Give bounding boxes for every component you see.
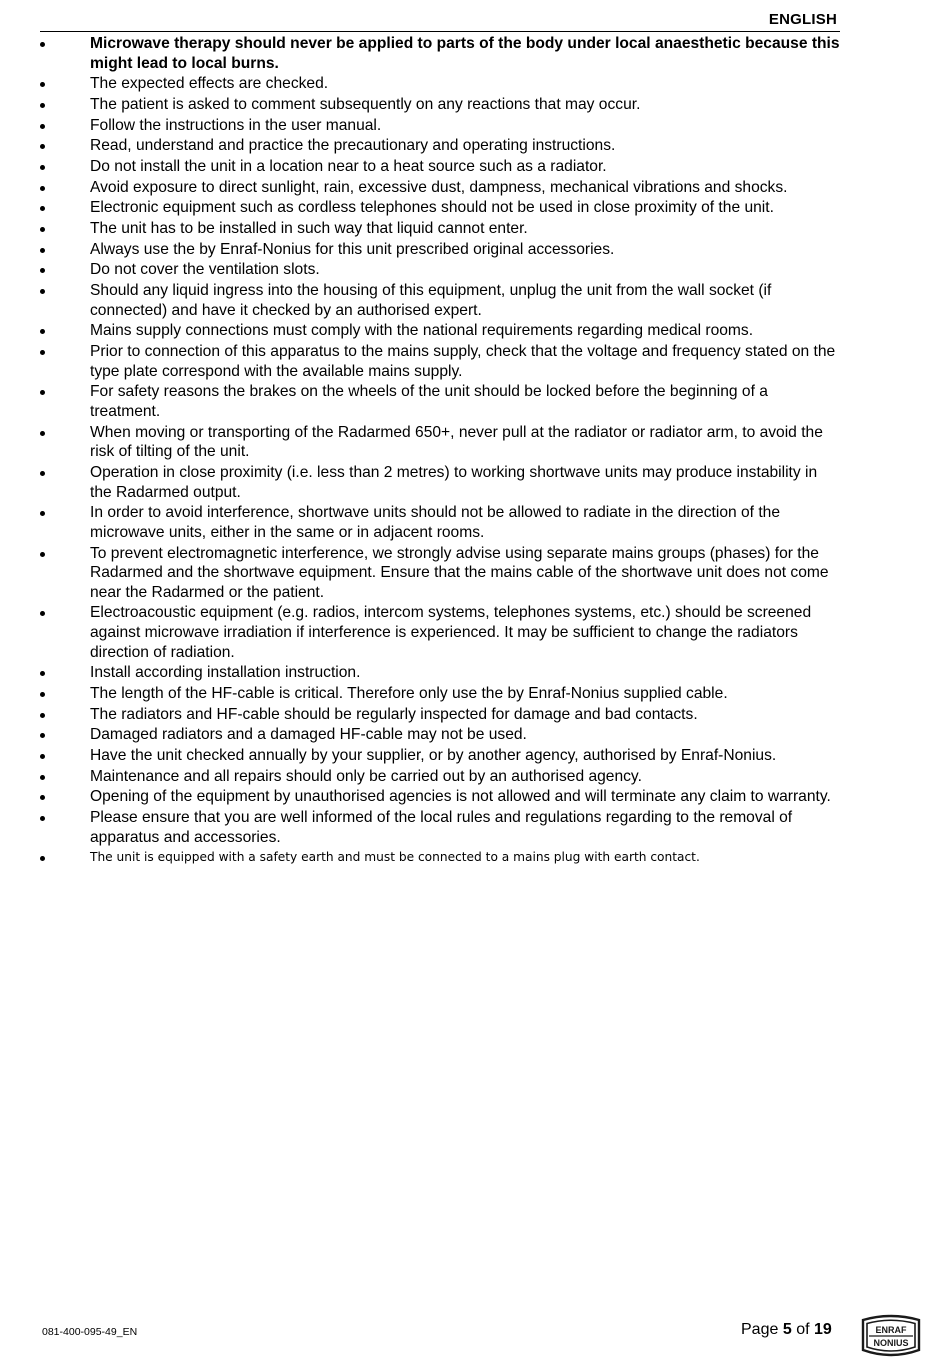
bullet-item bbox=[40, 423, 840, 462]
bullet-dot-icon bbox=[40, 390, 45, 395]
page-word: Page bbox=[741, 1321, 779, 1338]
page-of: of bbox=[796, 1321, 810, 1338]
bullet-dot-icon bbox=[40, 611, 45, 616]
bullet-dot-icon bbox=[40, 511, 45, 516]
bullet-dot-icon bbox=[40, 552, 45, 557]
page-indicator bbox=[741, 1321, 832, 1339]
bullet-item bbox=[40, 321, 840, 341]
bullet-text: Operation in close proximity (i.e. less than 2 metres) to working shortwave units may produce instability in the Radarmed output. bbox=[90, 463, 818, 501]
bullet-text: For safety reasons the brakes on the wheels of the unit should be locked before the beginning of a treatment. bbox=[90, 383, 768, 420]
bullet-item bbox=[40, 684, 840, 704]
bullet-dot-icon bbox=[40, 248, 45, 253]
bullet-text: Have the unit checked annually by your supplier, or by another agency, authorised by Enraf-Nonius. bbox=[90, 747, 777, 765]
bullet-item bbox=[40, 382, 840, 421]
bullet-item bbox=[40, 767, 840, 787]
bullet-dot-icon bbox=[40, 329, 45, 334]
bullet-text: Prior to connection of this apparatus to the mains supply, check that the voltage and frequency stated on the type plate correspond with the available mains supply. bbox=[90, 343, 836, 380]
bullet-text: The radiators and HF-cable should be regularly inspected for damage and bad contacts. bbox=[90, 705, 698, 723]
bullet-text: Damaged radiators and a damaged HF-cable may not be used. bbox=[90, 726, 527, 744]
bullet-dot-icon bbox=[40, 431, 45, 436]
bullet-text: Always use the by Enraf-Nonius for this unit prescribed original accessories. bbox=[90, 240, 615, 258]
bullet-item bbox=[40, 240, 840, 260]
bullet-text: Mains supply connections must comply with the national requirements regarding medical rooms. bbox=[90, 322, 754, 340]
bullet-text: Please ensure that you are well informed of the local rules and regulations regarding to the removal of apparatus and accessories. bbox=[90, 809, 793, 846]
bullet-dot-icon bbox=[40, 103, 45, 108]
bullet-text: Maintenance and all repairs should only be carried out by an authorised agency. bbox=[90, 767, 642, 785]
bullet-dot-icon bbox=[40, 186, 45, 191]
logo-text-top: ENRAF bbox=[875, 1325, 907, 1335]
bullet-dot-icon bbox=[40, 816, 45, 821]
bullet-item bbox=[40, 281, 840, 320]
bullet-dot-icon bbox=[40, 754, 45, 759]
bullet-item bbox=[40, 116, 840, 136]
bullet-dot-icon bbox=[40, 795, 45, 800]
bullet-text: Microwave therapy should never be applied to parts of the body under local anaesthetic because this might lead to local burns. bbox=[90, 35, 840, 72]
bullet-item bbox=[40, 95, 840, 115]
bullet-item bbox=[40, 342, 840, 381]
bullet-text: Read, understand and practice the precautionary and operating instructions. bbox=[90, 137, 616, 155]
bullet-item bbox=[40, 808, 840, 847]
logo-text-bottom: NONIUS bbox=[873, 1338, 909, 1348]
bullet-item bbox=[40, 544, 840, 603]
bullet-text: Do not install the unit in a location near to a heat source such as a radiator. bbox=[90, 158, 607, 176]
bullet-text: Should any liquid ingress into the housing of this equipment, unplug the unit from the wall socket (if connected) and have it checked by an authorised expert. bbox=[90, 282, 772, 319]
bullet-text: In order to avoid interference, shortwave units should not be allowed to radiate in the direction of the microwave units, either in the same or in adjacent rooms. bbox=[90, 504, 781, 541]
bullet-item bbox=[40, 603, 840, 662]
bullet-dot-icon bbox=[40, 144, 45, 149]
bullet-item bbox=[40, 198, 840, 218]
page-total: 19 bbox=[813, 1321, 832, 1338]
bullet-dot-icon bbox=[40, 268, 45, 273]
bullet-dot-icon bbox=[40, 733, 45, 738]
bullet-item bbox=[40, 34, 840, 73]
bullet-text: The length of the HF-cable is critical. Therefore only use the by Enraf-Nonius supplied cable. bbox=[90, 684, 728, 702]
bullet-item bbox=[40, 260, 840, 280]
bullet-dot-icon bbox=[40, 471, 45, 476]
page-current: 5 bbox=[782, 1321, 792, 1338]
header-language: ENGLISH bbox=[768, 11, 837, 28]
bullet-item bbox=[40, 787, 840, 807]
bullet-item bbox=[40, 219, 840, 239]
bullet-item bbox=[40, 663, 840, 683]
bullet-item bbox=[40, 725, 840, 745]
safety-bullet-list bbox=[40, 34, 840, 869]
bullet-item bbox=[40, 136, 840, 156]
bullet-dot-icon bbox=[40, 227, 45, 232]
bullet-item bbox=[40, 848, 840, 868]
bullet-text: Do not cover the ventilation slots. bbox=[90, 261, 320, 279]
bullet-text: To prevent electromagnetic interference, we strongly advise using separate mains groups (phases) for the Radarmed and the shortwave equipment. Ensure that the mains cable of the shortwave unit does not come near the Radarmed or the patient. bbox=[90, 544, 829, 601]
bullet-text: The patient is asked to comment subsequently on any reactions that may occur. bbox=[90, 95, 641, 113]
bullet-dot-icon bbox=[40, 671, 45, 676]
bullet-text: Opening of the equipment by unauthorised agencies is not allowed and will terminate any claim to warranty. bbox=[90, 788, 831, 806]
bullet-dot-icon bbox=[40, 713, 45, 718]
bullet-dot-icon bbox=[40, 165, 45, 170]
bullet-text: Follow the instructions in the user manual. bbox=[90, 116, 382, 134]
bullet-dot-icon bbox=[40, 289, 45, 294]
bullet-text: Install according installation instruction. bbox=[90, 664, 361, 682]
header-rule bbox=[40, 31, 840, 32]
bullet-item bbox=[40, 746, 840, 766]
bullet-text: Electroacoustic equipment (e.g. radios, intercom systems, telephones systems, etc.) should be screened against microwave irradiation if interference is experienced. It may be sufficient to change the radiators direction of radiation. bbox=[90, 604, 812, 661]
enraf-nonius-logo bbox=[860, 1313, 922, 1361]
document-number: 081-400-095-49_EN bbox=[42, 1326, 138, 1338]
bullet-text: Electronic equipment such as cordless telephones should not be used in close proximity of the unit. bbox=[90, 199, 774, 217]
bullet-text: The unit is equipped with a safety earth and must be connected to a mains plug with earth contact. bbox=[90, 850, 700, 865]
bullet-dot-icon bbox=[40, 42, 45, 47]
bullet-text: Avoid exposure to direct sunlight, rain, excessive dust, dampness, mechanical vibrations and shocks. bbox=[90, 178, 788, 196]
bullet-dot-icon bbox=[40, 692, 45, 697]
bullet-item bbox=[40, 705, 840, 725]
bullet-dot-icon bbox=[40, 775, 45, 780]
bullet-item bbox=[40, 74, 840, 94]
bullet-item bbox=[40, 178, 840, 198]
bullet-dot-icon bbox=[40, 856, 45, 861]
bullet-dot-icon bbox=[40, 82, 45, 87]
bullet-text: When moving or transporting of the Radarmed 650+, never pull at the radiator or radiator arm, to avoid the risk of tilting of the unit. bbox=[90, 423, 823, 461]
bullet-dot-icon bbox=[40, 124, 45, 129]
bullet-text: The expected effects are checked. bbox=[90, 75, 329, 93]
bullet-dot-icon bbox=[40, 206, 45, 211]
bullet-dot-icon bbox=[40, 350, 45, 355]
bullet-item bbox=[40, 157, 840, 177]
bullet-item bbox=[40, 503, 840, 542]
bullet-text: The unit has to be installed in such way that liquid cannot enter. bbox=[90, 220, 528, 238]
bullet-item bbox=[40, 463, 840, 502]
